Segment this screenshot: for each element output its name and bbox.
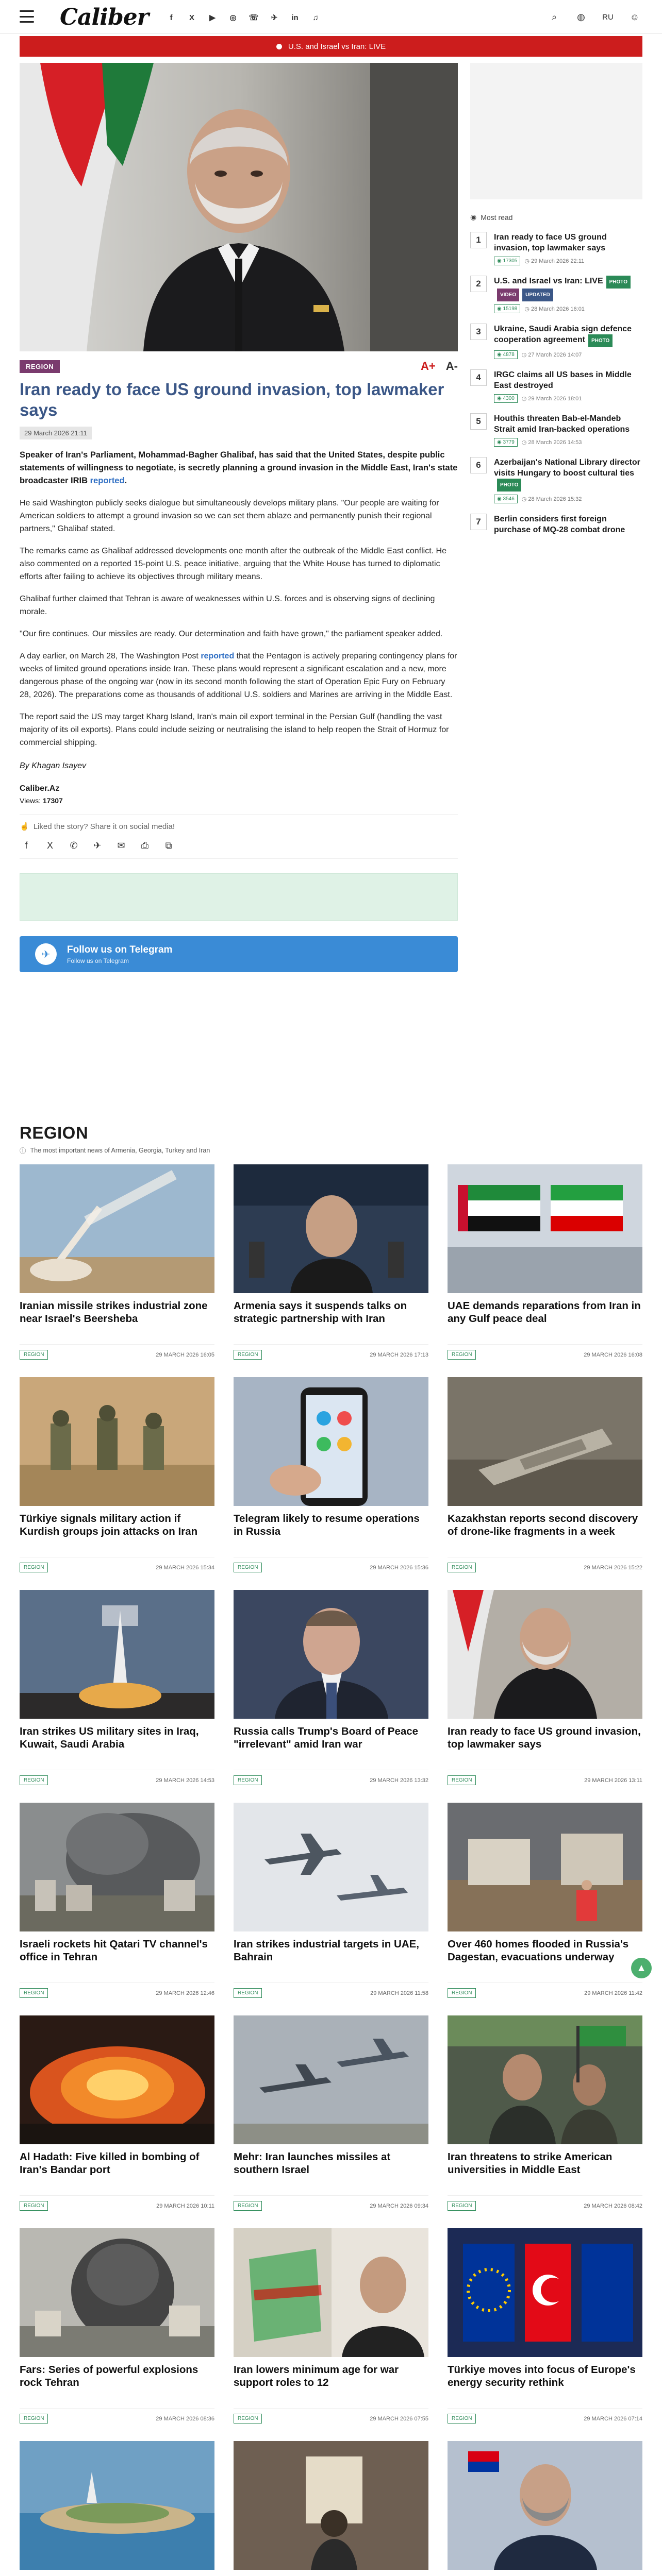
card-thumbnail[interactable]: [234, 1164, 428, 1293]
card-meta: [20, 2408, 214, 2424]
most-read-title[interactable]: Azerbaijan's National Library director visits Hungary to boost cultural tiesPHOTO: [494, 457, 642, 492]
card-meta: [20, 2195, 214, 2211]
telegram-share-icon[interactable]: ✈: [93, 840, 102, 851]
region-news-card[interactable]: [20, 2441, 214, 2576]
language-switch[interactable]: RU: [602, 12, 614, 22]
card-category-tag[interactable]: REGION: [234, 2414, 262, 2424]
most-read-title[interactable]: U.S. and Israel vs Iran: LIVE PHOTOVIDEO UPDATED: [494, 276, 642, 301]
live-banner[interactable]: [20, 36, 642, 57]
card-title[interactable]: Iran strikes US military sites in Iraq, Kuwait, Saudi Arabia: [20, 1725, 199, 1750]
live-banner-text: U.S. and Israel vs Iran: LIVE: [288, 42, 386, 51]
card-thumbnail[interactable]: [448, 2228, 642, 2357]
card-title[interactable]: Iran threatens to strike American universities in Middle East: [448, 2151, 613, 2176]
region-subtitle-row: [20, 1146, 642, 1155]
x-share-icon[interactable]: X: [46, 840, 53, 851]
most-read-list: [470, 232, 642, 535]
card-title[interactable]: Russia calls Trump's Board of Peace "irrelevant" amid Iran war: [234, 1725, 419, 1750]
views-count: 17307: [42, 796, 63, 805]
region-news-card[interactable]: [20, 1803, 214, 2002]
copy-link-icon[interactable]: ⧉: [165, 840, 172, 851]
article-paragraph: Ghalibaf further claimed that Tehran is aware of weaknesses within U.S. forces and is observing signs of declining morale.: [20, 595, 435, 616]
card-date: 29 MARCH 2026 17:13: [370, 1351, 428, 1358]
ad-banner[interactable]: [20, 873, 458, 921]
card-meta: [234, 2408, 428, 2424]
most-read-title[interactable]: Iran ready to face US ground invasion, top lawmaker says: [494, 233, 607, 252]
email-share-icon[interactable]: ✉: [117, 840, 125, 851]
most-read-item[interactable]: [470, 514, 642, 535]
region-title: REGION: [20, 1123, 89, 1142]
most-read-title[interactable]: Ukraine, Saudi Arabia sign defence cooperation agreement PHOTO: [494, 324, 642, 347]
category-badge[interactable]: REGION: [20, 360, 60, 373]
card-thumbnail[interactable]: [234, 2015, 428, 2144]
para-text: A day earlier, on March 28, The Washington Post: [20, 652, 201, 660]
card-date: 29 MARCH 2026 16:05: [156, 1351, 214, 1358]
article-source: Caliber.Az: [20, 784, 60, 793]
card-meta: [448, 1557, 642, 1572]
card-thumbnail[interactable]: [234, 1377, 428, 1506]
card-thumbnail[interactable]: [20, 2015, 214, 2144]
lead-end: .: [124, 476, 127, 485]
views-count: ◉ 3779: [494, 438, 518, 447]
youtube-icon[interactable]: ▶: [209, 13, 216, 22]
card-date: 29 MARCH 2026 07:55: [370, 2415, 428, 2422]
para-text: that the Pentagon is actively preparing contingency plans for weeks of limited ground operations inside Iran. These plans would represent a significant escalation and a new, more dangerous phase of the ongoing war (now in its second month following the start of Operation Epic Fury on February 28, 2026). The preparations come as thousands of additional U.S. soldiers and Marines are arriving in the Middle East.: [20, 652, 457, 699]
views-count: ◉ 15198: [494, 304, 520, 313]
most-read-item[interactable]: [470, 324, 642, 359]
media-badge: PHOTO: [588, 334, 613, 347]
card-date: 29 MARCH 2026 07:14: [584, 2415, 642, 2422]
media-badge: VIDEO: [497, 289, 519, 301]
card-category-tag[interactable]: REGION: [20, 1350, 48, 1360]
card-category-tag[interactable]: REGION: [234, 1775, 262, 1785]
card-title[interactable]: Israeli rockets hit Qatari TV channel's office in Tehran: [20, 1938, 208, 1963]
card-category-tag[interactable]: REGION: [448, 1775, 476, 1785]
card-thumbnail[interactable]: [234, 2228, 428, 2357]
region-subtitle: The most important news of Armenia, Georgia, Turkey and Iran: [30, 1147, 210, 1154]
card-meta: [448, 1982, 642, 1998]
card-thumbnail[interactable]: [20, 2228, 214, 2357]
thumb-icon: ☝: [20, 822, 29, 831]
whatsapp-share-icon[interactable]: ✆: [70, 840, 78, 851]
most-read-title[interactable]: Houthis threaten Bab-el-Mandeb Strait amid Iran-backed operations: [494, 414, 630, 434]
card-title[interactable]: Armenia says it suspends talks on strategic partnership with Iran: [234, 1300, 407, 1325]
region-news-card[interactable]: [448, 2441, 642, 2576]
most-read-meta: [494, 495, 642, 503]
item-date: ◷ 28 March 2026 15:32: [521, 496, 582, 502]
card-meta: [20, 1770, 214, 1785]
wapo-source-link[interactable]: reported: [201, 652, 235, 660]
card-title[interactable]: Kazakhstan reports second discovery of drone-like fragments in a week: [448, 1513, 638, 1537]
card-title[interactable]: Over 460 homes flooded in Russia's Dagestan, evacuations underway: [448, 1938, 629, 1963]
region-news-card[interactable]: [234, 2015, 428, 2215]
region-news-card[interactable]: [234, 2228, 428, 2428]
linkedin-icon[interactable]: in: [291, 13, 299, 22]
card-title[interactable]: Türkiye signals military action if Kurdish groups join attacks on Iran: [20, 1513, 198, 1537]
region-news-card[interactable]: [448, 1590, 642, 1789]
info-icon: ⓘ: [20, 1147, 26, 1155]
card-title[interactable]: Al Hadath: Five killed in bombing of Iran's Bandar port: [20, 2151, 200, 2176]
region-news-card[interactable]: [234, 2441, 428, 2576]
telegram-icon[interactable]: ✈: [271, 13, 278, 22]
card-category-tag[interactable]: REGION: [234, 2201, 262, 2211]
eye-icon: ◉: [470, 213, 477, 221]
most-read-item[interactable]: [470, 457, 642, 503]
article-lead: [20, 449, 458, 487]
views-count: ◉ 3546: [494, 495, 518, 503]
card-meta: [448, 2195, 642, 2211]
card-date: 29 MARCH 2026 13:11: [584, 1777, 642, 1784]
card-category-tag[interactable]: REGION: [448, 2414, 476, 2424]
scroll-up-button[interactable]: ▲: [631, 1958, 652, 1978]
lead-text: Speaker of Iran's Parliament, Mohammad-Bagher Ghalibaf, has said that the United States, despite public statements of willingness to negotiate, is secretly planning a ground invasion in the Middle East, Iran's state broadcaster: [20, 450, 458, 485]
card-meta: [234, 1770, 428, 1785]
article-paragraph: The report said the US may target Kharg Island, Iran's main oil export terminal in the Persian Gulf (handling the vast majority of its oil exports). Plans could include seizing or neutralising the island to help reopen the Strait of Hormuz for commercial shipping.: [20, 713, 449, 747]
card-category-tag[interactable]: REGION: [448, 1563, 476, 1572]
region-grid: [20, 1164, 642, 2576]
rank-number: 1: [470, 232, 487, 248]
article-paragraph: [20, 650, 458, 701]
telegram-title: Follow us on Telegram: [67, 944, 173, 955]
font-increase-button[interactable]: A+: [421, 360, 436, 372]
card-date: 29 MARCH 2026 16:08: [584, 1351, 642, 1358]
card-category-tag[interactable]: REGION: [448, 1350, 476, 1360]
instagram-icon[interactable]: ◎: [229, 13, 237, 22]
facebook-share-icon[interactable]: f: [25, 840, 28, 851]
item-date: ◷ 28 March 2026 14:53: [521, 439, 582, 446]
card-title[interactable]: Iranian missile strikes industrial zone near Israel's Beersheba: [20, 1300, 208, 1325]
most-read-meta: [494, 257, 642, 265]
rank-number: 5: [470, 413, 487, 430]
menu-icon[interactable]: [20, 10, 34, 23]
card-category-tag[interactable]: REGION: [20, 2201, 48, 2211]
card-thumbnail[interactable]: [448, 1377, 642, 1506]
site-header: [0, 0, 662, 34]
card-meta: [20, 1344, 214, 1360]
views-label: Views:: [20, 796, 41, 805]
card-title[interactable]: Fars: Series of powerful explosions rock Tehran: [20, 2364, 198, 2388]
card-thumbnail[interactable]: [234, 1803, 428, 1931]
article-title: Iran ready to face US ground invasion, top lawmaker says: [20, 380, 444, 419]
rank-number: 3: [470, 324, 487, 340]
card-date: 29 MARCH 2026 12:46: [156, 1990, 214, 1996]
telegram-banner[interactable]: [20, 936, 458, 972]
card-category-tag[interactable]: REGION: [234, 1988, 262, 1998]
whatsapp-icon[interactable]: ☏: [249, 13, 259, 22]
card-thumbnail[interactable]: [234, 1590, 428, 1719]
broadcaster-tag: IRIB: [71, 476, 88, 485]
card-title[interactable]: Mehr: Iran launches missiles at southern Israel: [234, 2151, 391, 2176]
views-count: ◉ 4300: [494, 394, 518, 403]
card-date: 29 MARCH 2026 13:32: [370, 1777, 428, 1784]
card-thumbnail[interactable]: [448, 2441, 642, 2570]
card-title[interactable]: Iran ready to face US ground invasion, top lawmaker says: [448, 1725, 641, 1750]
telegram-icon: ✈: [35, 943, 57, 965]
region-news-card[interactable]: [448, 1803, 642, 2002]
region-news-card[interactable]: [448, 2228, 642, 2428]
region-news-card[interactable]: [234, 1590, 428, 1789]
tiktok-icon[interactable]: ♫: [312, 13, 319, 22]
article-column: [20, 63, 458, 972]
print-icon[interactable]: ⎙: [141, 840, 149, 851]
most-read-item[interactable]: [470, 232, 642, 265]
card-date: 29 MARCH 2026 15:22: [584, 1564, 642, 1571]
region-news-card[interactable]: [20, 1590, 214, 1789]
region-section: [20, 1123, 642, 2576]
most-read-header: [470, 213, 642, 222]
share-prompt: [20, 814, 458, 831]
most-read-meta: [494, 350, 642, 359]
most-read-meta: [494, 394, 642, 403]
article-paragraph: "Our fire continues. Our missiles are ready. Our determination and faith have grown," the parliament speaker added.: [20, 630, 443, 638]
media-badge: UPDATED: [522, 289, 553, 301]
most-read-item[interactable]: [470, 369, 642, 403]
region-news-card[interactable]: [20, 2015, 214, 2215]
card-thumbnail[interactable]: [20, 2441, 214, 2570]
media-badge: PHOTO: [497, 479, 521, 492]
card-thumbnail[interactable]: [448, 1164, 642, 1293]
globe-icon[interactable]: ◍: [577, 11, 585, 22]
region-news-card[interactable]: [20, 1164, 214, 1364]
share-buttons: [20, 840, 458, 859]
card-category-tag[interactable]: REGION: [448, 2201, 476, 2211]
card-title[interactable]: Iran lowers minimum age for war support roles to 12: [234, 2364, 399, 2388]
card-date: 29 MARCH 2026 10:11: [156, 2202, 214, 2209]
item-date: ◷ 28 March 2026 16:01: [524, 306, 585, 312]
card-thumbnail[interactable]: [448, 1803, 642, 1931]
most-read-meta: [494, 304, 642, 313]
card-thumbnail[interactable]: [20, 1803, 214, 1931]
card-thumbnail[interactable]: [20, 1590, 214, 1719]
card-category-tag[interactable]: REGION: [20, 2414, 48, 2424]
item-date: ◷ 29 March 2026 22:11: [524, 258, 585, 264]
region-news-card[interactable]: [448, 1164, 642, 1364]
most-read-label: Most read: [481, 213, 513, 222]
most-read-meta: [494, 438, 642, 447]
card-meta: [234, 2195, 428, 2211]
item-date: ◷ 29 March 2026 18:01: [521, 396, 582, 402]
article-paragraph: The remarks came as Ghalibaf addressed developments one month after the outbreak of the Middle East conflict. He also commented on a reported 15-point U.S. peace initiative, arguing that the White House has turned to diplomatic efforts after failing to achieve its objectives through military means.: [20, 547, 446, 581]
media-badge: PHOTO: [606, 276, 631, 289]
card-date: 29 MARCH 2026 11:42: [584, 1990, 642, 1996]
facebook-icon[interactable]: f: [170, 13, 173, 22]
card-date: 29 MARCH 2026 08:42: [584, 2202, 642, 2209]
card-title[interactable]: Iran strikes industrial targets in UAE, Bahrain: [234, 1938, 419, 1963]
card-date: 29 MARCH 2026 15:36: [370, 1564, 428, 1571]
site-logo[interactable]: Caliber: [60, 4, 148, 30]
region-news-card[interactable]: [448, 2015, 642, 2215]
card-category-tag[interactable]: REGION: [20, 1775, 48, 1785]
card-title[interactable]: Türkiye moves into focus of Europe's energy security rethink: [448, 2364, 636, 2388]
card-category-tag[interactable]: REGION: [448, 1988, 476, 1998]
sidebar-ad[interactable]: [470, 63, 642, 199]
most-read-item[interactable]: [470, 276, 642, 313]
card-meta: [448, 2408, 642, 2424]
region-news-card[interactable]: [234, 1164, 428, 1364]
item-date: ◷ 27 March 2026 14:07: [521, 352, 582, 358]
search-icon[interactable]: ⌕: [551, 11, 557, 22]
card-date: 29 MARCH 2026 08:36: [156, 2415, 214, 2422]
card-meta: [20, 1982, 214, 1998]
rank-number: 2: [470, 276, 487, 292]
card-date: 29 MARCH 2026 09:34: [370, 2202, 428, 2209]
sidebar: [470, 63, 642, 535]
share-question: Liked the story? Share it on social media!: [33, 822, 175, 831]
card-thumbnail[interactable]: [448, 1590, 642, 1719]
most-read-title[interactable]: IRGC claims all US bases in Middle East destroyed: [494, 370, 632, 390]
card-title[interactable]: UAE demands reparations from Iran in any Gulf peace deal: [448, 1300, 641, 1325]
most-read-item[interactable]: [470, 413, 642, 447]
card-category-tag[interactable]: REGION: [20, 1563, 48, 1572]
article-paragraph: He said Washington publicly seeks dialogue but simultaneously develops military plans. "Our people are waiting for American soldiers to attempt a ground invasion so we can set them ablaze and permanently punish their regional partners," Ghalibaf stated.: [20, 499, 439, 533]
card-category-tag[interactable]: REGION: [234, 1350, 262, 1360]
region-news-card[interactable]: [448, 1377, 642, 1577]
views-count: ◉ 17305: [494, 257, 520, 265]
card-date: 29 MARCH 2026 11:58: [370, 1990, 428, 1996]
card-thumbnail[interactable]: [234, 2441, 428, 2570]
live-dot-icon: [276, 44, 282, 49]
article-author: By Khagan Isayev: [20, 761, 86, 770]
region-news-card[interactable]: [20, 2228, 214, 2428]
card-thumbnail[interactable]: [448, 2015, 642, 2144]
card-thumbnail[interactable]: [20, 1164, 214, 1293]
article-date: 29 March 2026 21:11: [20, 427, 92, 439]
lead-source-link[interactable]: reported: [90, 476, 125, 485]
font-decrease-button[interactable]: A-: [445, 360, 458, 372]
card-thumbnail[interactable]: [20, 1377, 214, 1506]
article-hero-image: [20, 63, 458, 351]
telegram-subtitle: Follow us on Telegram: [67, 957, 129, 964]
region-news-card[interactable]: [20, 1377, 214, 1577]
card-date: 29 MARCH 2026 14:53: [156, 1777, 214, 1784]
rank-number: 4: [470, 369, 487, 386]
article-views: [20, 796, 458, 805]
card-meta: [234, 1344, 428, 1360]
card-meta: [448, 1770, 642, 1785]
views-count: ◉ 4878: [494, 350, 518, 359]
card-meta: [20, 1557, 214, 1572]
most-read-title[interactable]: Berlin considers first foreign purchase of MQ-28 combat drone: [494, 515, 625, 534]
card-category-tag[interactable]: REGION: [234, 1563, 262, 1572]
rank-number: 6: [470, 457, 487, 473]
card-date: 29 MARCH 2026 15:34: [156, 1564, 214, 1571]
card-category-tag[interactable]: REGION: [20, 1988, 48, 1998]
card-meta: [448, 1344, 642, 1360]
card-meta: [234, 1557, 428, 1572]
region-news-card[interactable]: [234, 1803, 428, 2002]
card-meta: [234, 1982, 428, 1998]
rank-number: 7: [470, 514, 487, 530]
card-title[interactable]: Telegram likely to resume operations in Russia: [234, 1513, 420, 1537]
x-icon[interactable]: X: [189, 13, 194, 22]
user-icon[interactable]: ☺: [630, 11, 640, 22]
region-news-card[interactable]: [234, 1377, 428, 1577]
